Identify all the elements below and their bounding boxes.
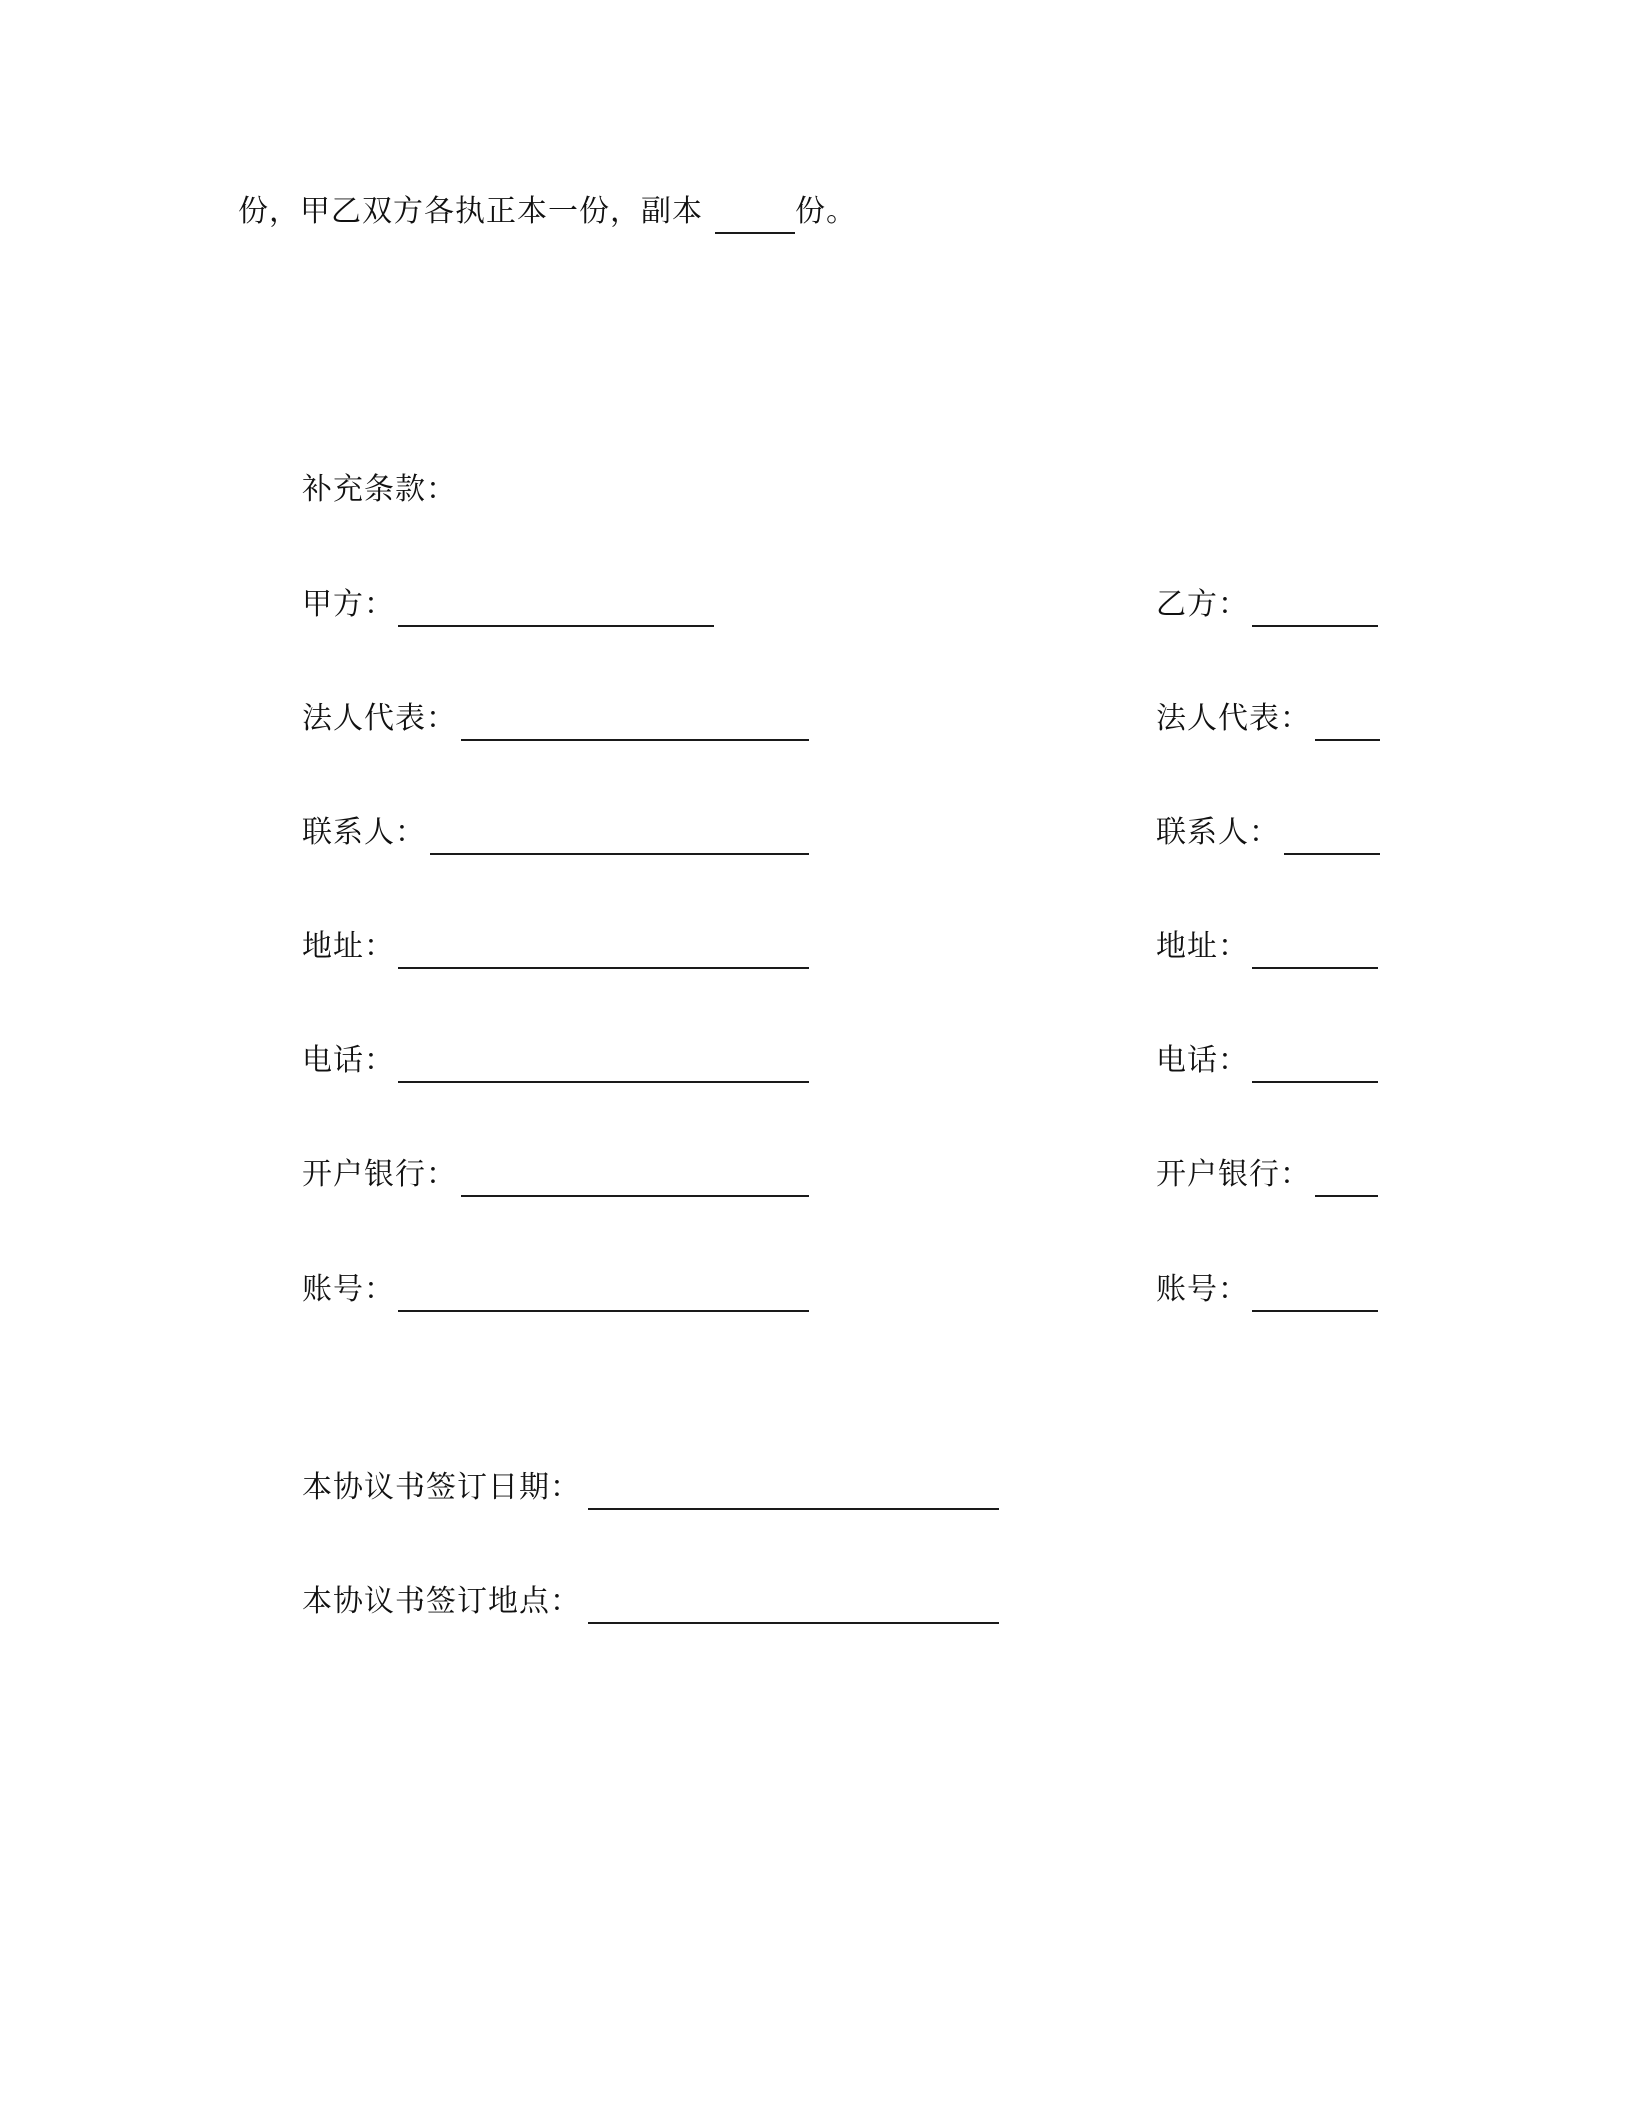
- party-b-bank-blank[interactable]: [1315, 1195, 1378, 1197]
- party-b-phone-blank[interactable]: [1252, 1081, 1378, 1083]
- party-a-account-blank[interactable]: [398, 1310, 809, 1312]
- party-a-legal-rep-blank[interactable]: [461, 739, 809, 741]
- signing-date-blank[interactable]: [588, 1508, 999, 1510]
- party-a-bank-label: 开户银行：: [302, 1157, 457, 1192]
- party-a-account-label: 账号：: [302, 1272, 395, 1307]
- party-a-legal-rep-label: 法人代表：: [302, 701, 457, 736]
- party-b-address-label: 地址：: [1156, 929, 1249, 964]
- party-b-account-blank[interactable]: [1252, 1310, 1378, 1312]
- party-b-contact-label: 联系人：: [1156, 815, 1280, 850]
- party-a-address-label: 地址：: [302, 929, 395, 964]
- signing-date-label: 本协议书签订日期：: [302, 1470, 581, 1505]
- intro-text-part2: 份。: [795, 194, 857, 229]
- party-a-name-blank[interactable]: [398, 625, 714, 627]
- copies-count-blank[interactable]: [715, 232, 795, 234]
- party-a-address-blank[interactable]: [398, 967, 809, 969]
- party-b-address-blank[interactable]: [1252, 967, 1378, 969]
- party-a-contact-blank[interactable]: [430, 853, 809, 855]
- party-b-title: 乙方：: [1156, 587, 1249, 622]
- signing-place-label: 本协议书签订地点：: [302, 1584, 581, 1619]
- party-b-legal-rep-blank[interactable]: [1315, 739, 1380, 741]
- party-b-bank-label: 开户银行：: [1156, 1157, 1311, 1192]
- party-a-contact-label: 联系人：: [302, 815, 426, 850]
- party-b-account-label: 账号：: [1156, 1272, 1249, 1307]
- supplement-label: 补充条款：: [302, 472, 457, 507]
- signing-place-blank[interactable]: [588, 1622, 999, 1624]
- party-a-title: 甲方：: [302, 587, 395, 622]
- party-b-name-blank[interactable]: [1252, 625, 1378, 627]
- party-b-legal-rep-label: 法人代表：: [1156, 701, 1311, 736]
- party-a-phone-blank[interactable]: [398, 1081, 809, 1083]
- party-a-bank-blank[interactable]: [461, 1195, 809, 1197]
- party-b-phone-label: 电话：: [1156, 1043, 1249, 1078]
- party-b-contact-blank[interactable]: [1284, 853, 1380, 855]
- intro-text-part1: 份，甲乙双方各执正本一份，副本: [238, 194, 703, 229]
- party-a-phone-label: 电话：: [302, 1043, 395, 1078]
